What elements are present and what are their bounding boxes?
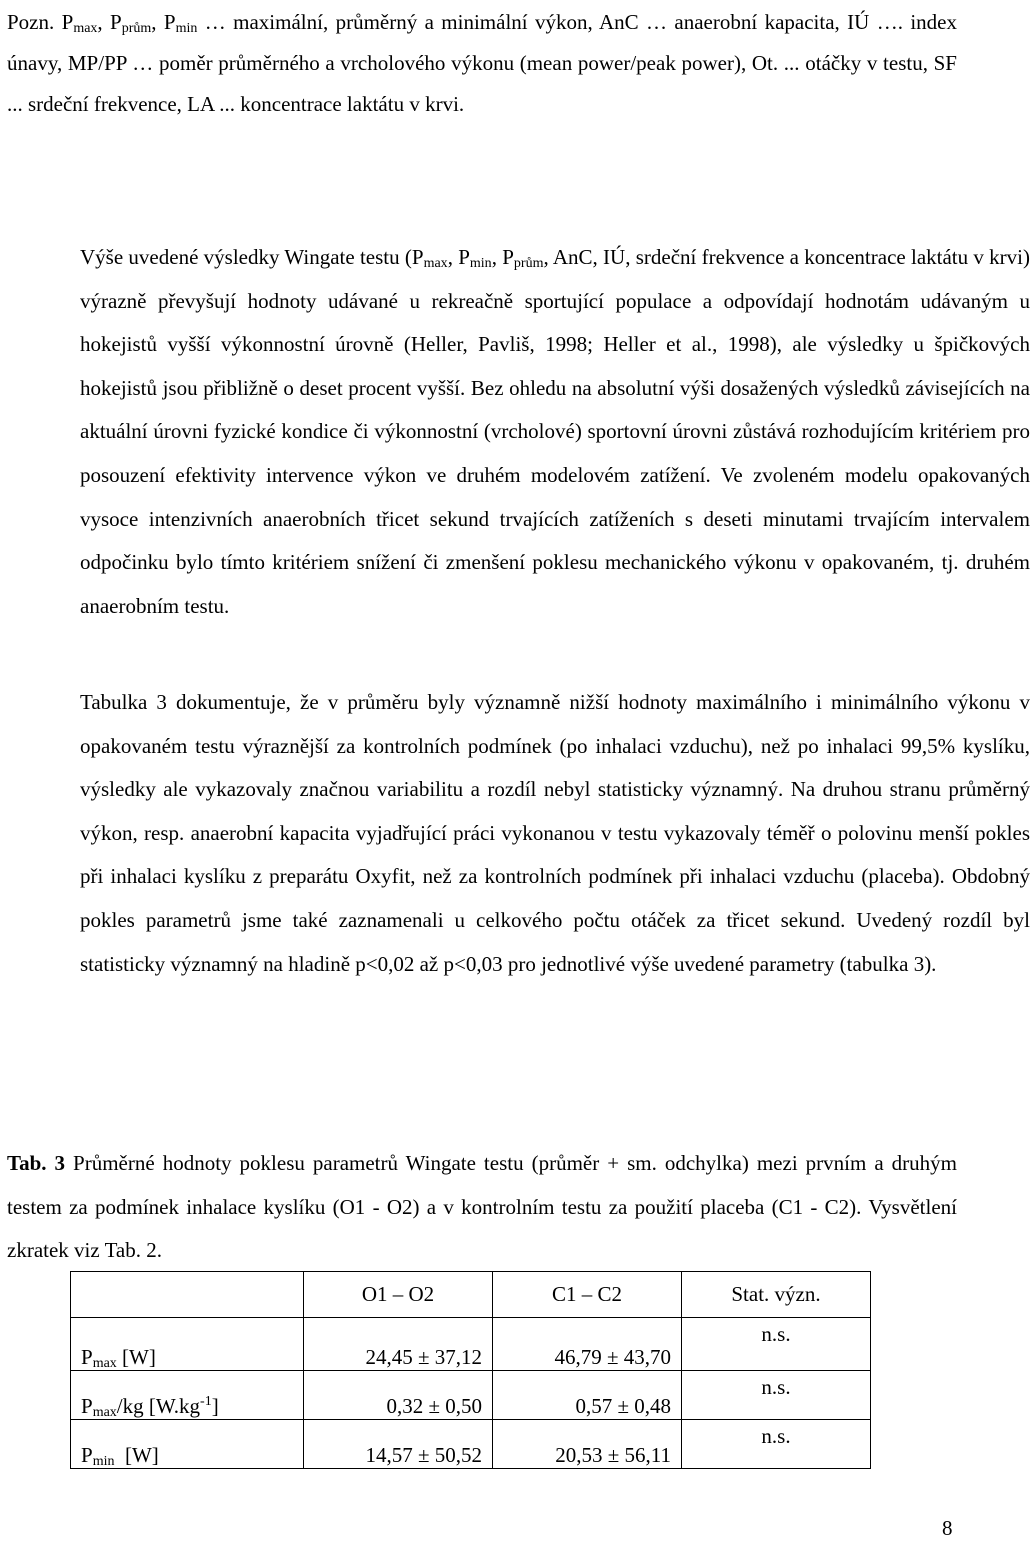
table-header-cell xyxy=(71,1272,304,1318)
p1-sub-max: max xyxy=(423,256,448,271)
row-unit-sup: -1 xyxy=(200,1394,212,1409)
page-number: 8 xyxy=(942,1516,953,1540)
table-cell: 0,32 ± 0,50 xyxy=(304,1371,493,1420)
note-sub-max: max xyxy=(73,21,98,36)
table-cell: 46,79 ± 43,70 xyxy=(493,1318,682,1371)
row-unit: [W] xyxy=(114,1443,159,1467)
table-cell: 0,57 ± 0,48 xyxy=(493,1371,682,1420)
table-header-cell: O1 – O2 xyxy=(304,1272,493,1318)
row-unit-end: ] xyxy=(211,1394,219,1418)
table-row-label xyxy=(71,1371,304,1420)
table-cell: n.s. xyxy=(682,1371,871,1420)
table-cell: 24,45 ± 37,12 xyxy=(304,1318,493,1371)
table-row-label xyxy=(71,1420,304,1469)
paragraph-1 xyxy=(7,236,1030,628)
paragraph-1-rest: , AnC, IÚ, srdeční frekvence a koncentrace laktátu v krvi) výrazně převyšují hodnoty udávané u rekreačně sportující populace a odpovídají hodnotám udávaným u hokejistů vyšší výkonnostní úrovně (Heller, Pavliš, 1998; Heller et al., 1998), ale výsledky u špičkových hokejistů jsou přibližně o deset procent vyšší. Bez ohledu na absolutní výši dosažených výsledků závisejících na aktuální úrovni fyzické kondice či výkonnostní (vrcholové) sportovní úrovni zůstává rozhodujícím kritériem pro posouzení efektivity intervence výkon ve druhém modelovém zatížení. Ve zvoleném modelu opakovaných vysoce intenzivních anaerobních třicet sekund trvajících zatíženích s deseti minutami trvajícím intervalem odpočinku bylo tímto kritériem snížení či zmenšení poklesu mechanického výkonu v opakovaném, tj. druhém anaerobním testu. xyxy=(80,245,1030,618)
table-header-cell: C1 – C2 xyxy=(493,1272,682,1318)
p1-sub-min: min xyxy=(469,256,492,271)
note-sep: , P xyxy=(97,10,122,34)
table-caption-label: Tab. 3 xyxy=(7,1151,66,1175)
row-unit: /kg [W.kg xyxy=(116,1394,201,1418)
table-caption-text: Průměrné hodnoty poklesu parametrů Wingate testu (průměr + sm. odchylka) mezi prvním a druhým testem za podmínek inhalace kyslíku (O1 - O2) a v kontrolním testu za použití placeba (C1 - C2). Vysvětlení zkratek viz Tab. 2. xyxy=(7,1151,957,1263)
note-sub-prum: prům xyxy=(121,21,152,36)
row-symbol: P xyxy=(81,1394,93,1418)
row-symbol: P xyxy=(81,1443,93,1467)
row-unit: [W] xyxy=(116,1345,156,1369)
results-table xyxy=(70,1271,871,1469)
table-header-cell: Stat. význ. xyxy=(682,1272,871,1318)
table-header-row xyxy=(71,1272,871,1318)
paragraph-2-text: Tabulka 3 dokumentuje, že v průměru byly významně nižší hodnoty maximálního i minimálního výkonu v opakovaném testu výraznější za kontrolních podmínek (po inhalaci vzduchu), než po inhalaci 99,5% kyslíku, výsledky ale vykazovaly značnou variabilitu a rozdíl nebyl statisticky významný. Na druhou stranu průměrný výkon, resp. anaerobní kapacita vyjadřující práci vykonanou v testu vykazovaly téměř o polovinu menší pokles při inhalaci kyslíku z preparátu Oxyfit, než za kontrolních podmínek při inhalaci vzduchu (placeba). Obdobný pokles parametrů jsme také zaznamenali u celkového počtu otáček za třicet sekund. Uvedený rozdíl byl statisticky významný na hladině p<0,02 až p<0,03 pro jednotlivé výše uvedené parametry (tabulka 3). xyxy=(80,690,1030,976)
row-symbol-sub: max xyxy=(92,1356,117,1371)
paragraph-2 xyxy=(7,681,1030,986)
note-sub-min: min xyxy=(175,21,198,36)
p1-sep: , P xyxy=(491,245,514,269)
abbreviation-note xyxy=(7,2,957,125)
paragraph-1-start: Výše uvedené výsledky Wingate testu (P xyxy=(80,245,424,269)
table-row-label xyxy=(71,1318,304,1371)
row-symbol: P xyxy=(81,1345,93,1369)
note-text: … maximální, průměrný a minimální výkon, AnC … anaerobní kapacita, IÚ …. index únavy, MP/PP … poměr průměrného a vrcholového výkonu (mean power/peak power), Ot. ... otáčky v testu, SF ... srdeční frekvence, LA ... koncentrace laktátu v krvi. xyxy=(7,10,957,116)
row-symbol-sub: max xyxy=(92,1405,117,1420)
note-prefix: Pozn. P xyxy=(7,10,74,34)
table-cell: 14,57 ± 50,52 xyxy=(304,1420,493,1469)
note-sep: , P xyxy=(151,10,176,34)
table-cell: n.s. xyxy=(682,1318,871,1371)
p1-sep: , P xyxy=(447,245,470,269)
table-cell: 20,53 ± 56,11 xyxy=(493,1420,682,1469)
p1-sub-prum: prům xyxy=(513,256,544,271)
table-cell: n.s. xyxy=(682,1420,871,1469)
table-row xyxy=(71,1420,871,1469)
row-symbol-sub: min xyxy=(92,1454,115,1469)
table-caption xyxy=(7,1142,957,1273)
table-row xyxy=(71,1371,871,1420)
table-row xyxy=(71,1318,871,1371)
